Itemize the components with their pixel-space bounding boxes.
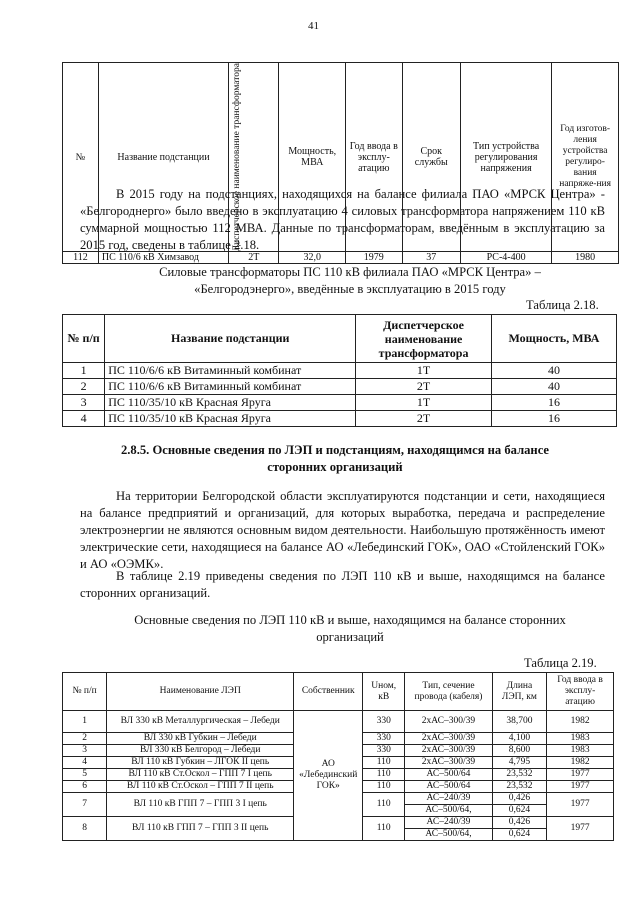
t219-col-n: № п/п xyxy=(63,673,107,711)
table-218-label: Таблица 2.18. xyxy=(526,298,599,312)
table-row: 3 ПС 110/35/10 кВ Красная Яруга 1Т 16 xyxy=(63,395,617,411)
top-col-regyear: Год изготов-ления устройства регулиро-вания напряже-ния xyxy=(552,63,619,252)
section-heading: 2.8.5. Основные сведения по ЛЭП и подстанциям, находящимся на балансе сторонних организаций xyxy=(120,443,550,474)
paragraph-table-ref: В таблице 2.19 приведены сведения по ЛЭП 110 кВ и выше, находящимся на балансе сторонних организаций. xyxy=(80,569,605,600)
table-row: 4 ПС 110/35/10 кВ Красная Яруга 2Т 16 xyxy=(63,411,617,427)
table-row: АС–500/64, 0,624 xyxy=(63,805,614,817)
paragraph-intro: В 2015 году на подстанциях, находящихся на балансе филиала ПАО «МРСК Центра» - «Белгороднерго» было введено в эксплуатацию 4 силовых трансформатора напряжением 110 кВ суммарной мощностью 112 МВА. Данные по трансформаторам, введённым в эксплуатацию за 2015 год, сведены в таблице 2.18. xyxy=(80,187,605,252)
t218-col-dispatch: Диспетчерское наименование трансформатора xyxy=(356,315,492,363)
t219-col-u: Uном, кВ xyxy=(363,673,405,711)
top-col-power: Мощность, МВА xyxy=(279,63,346,252)
t219-col-name: Наименование ЛЭП xyxy=(107,673,294,711)
top-col-regtype: Тип устройства регулирования напряжения xyxy=(460,63,551,252)
top-col-n: № xyxy=(63,63,99,252)
caption-table-218: Силовые трансформаторы ПС 110 кВ филиала ПАО «МРСК Центра» – «Белгородэнерго», введённые в эксплуатацию в 2015 году xyxy=(159,265,541,296)
table-219-label: Таблица 2.19. xyxy=(524,656,597,670)
top-col-name: Название подстанции xyxy=(98,63,228,252)
t219-col-len: Длина ЛЭП, км xyxy=(492,673,546,711)
t219-col-owner: Собственник xyxy=(294,673,363,711)
table-row: 7 ВЛ 110 кВ ГПП 7 – ГПП 3 I цепь 110 АС–240/39 0,426 1977 xyxy=(63,793,614,805)
t218-col-power: Мощность, МВА xyxy=(491,315,616,363)
table-row: 2 ВЛ 330 кВ Губкин – Лебеди 330 2хАС–300/39 4,100 1983 xyxy=(63,733,614,745)
table-row: АС–500/64, 0,624 xyxy=(63,829,614,841)
table-row: 2 ПС 110/6/6 кВ Витаминный комбинат 2Т 40 xyxy=(63,379,617,395)
paragraph-territory: На территории Белгородской области эксплуатируются подстанции и сети, находящиеся на балансе предприятий и организаций, для которых выработка, передача и распределение электроэнергии не являются основным видом деятельности. Наибольшую протяжённость имеют электрические сети, находящиеся на балансе АО «Лебединский ГОК», ОАО «Стойленский ГОК» и АО «ОЭМК». xyxy=(80,489,605,571)
table-row: 8 ВЛ 110 кВ ГПП 7 – ГПП 3 II цепь 110 АС–240/39 0,426 1977 xyxy=(63,817,614,829)
page-number: 41 xyxy=(308,20,319,32)
table-row: 4 ВЛ 110 кВ Губкин – ЛГОК II цепь 110 2хАС–300/39 4,795 1982 xyxy=(63,757,614,769)
t219-col-year: Год ввода в эксплу-атацию xyxy=(547,673,614,711)
owner-cell: АО «Лебединский ГОК» xyxy=(294,711,363,841)
table-row: 1 ПС 110/6/6 кВ Витаминный комбинат 1Т 40 xyxy=(63,363,617,379)
t218-col-n: № п/п xyxy=(63,315,105,363)
table-row: 6 ВЛ 110 кВ Ст.Оскол – ГПП 7 II цепь 110 АС–500/64 23,532 1977 xyxy=(63,781,614,793)
table-row: 3 ВЛ 330 кВ Белгород – Лебеди 330 2хАС–300/39 8,600 1983 xyxy=(63,745,614,757)
top-col-year: Год ввода в эксплу-атацию xyxy=(346,63,402,252)
top-col-dispatch: Диспетчерское наименование трансформатора xyxy=(232,63,243,252)
top-col-service: Срок службы xyxy=(402,63,460,252)
table-219 xyxy=(62,672,614,841)
table-row: 112 ПС 110/6 кВ Химзавод 2Т 32,0 1979 37 РС-4-400 1980 xyxy=(63,252,619,264)
table-row: 5 ВЛ 110 кВ Ст.Оскол – ГПП 7 I цепь 110 АС–500/64 23,532 1977 xyxy=(63,769,614,781)
table-218 xyxy=(62,314,617,427)
t219-col-type: Тип, сечение провода (кабеля) xyxy=(405,673,492,711)
table-row: 1 ВЛ 330 кВ Металлургическая – Лебеди АО «Лебединский ГОК» 330 2хАС–300/39 38,700 1982 xyxy=(63,711,614,733)
t218-col-name: Название подстанции xyxy=(105,315,356,363)
caption-table-219: Основные сведения по ЛЭП 110 кВ и выше, находящимся на балансе сторонних организаций xyxy=(134,613,566,644)
